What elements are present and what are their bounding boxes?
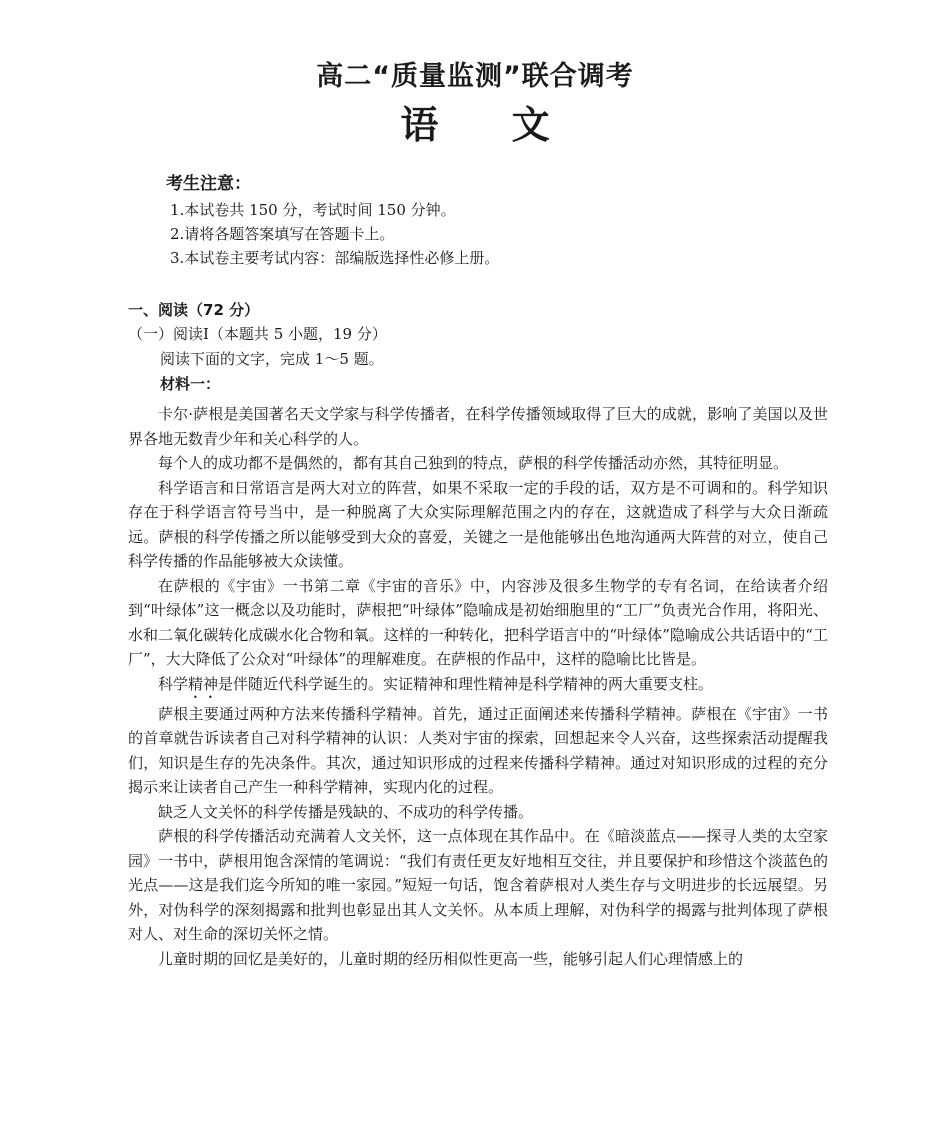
paragraph-text: 科学: [158, 674, 189, 693]
exam-title: 高二“质量监测”联合调考: [316, 61, 634, 92]
material-label: 材料一：: [160, 375, 221, 393]
paragraph: 每个人的成功都不是偶然的，都有其自己独到的特点，萨根的科学传播活动亦然，其特征明显。: [158, 454, 789, 472]
emphasized-word: 精神: [188, 674, 219, 693]
paragraph: [128, 672, 828, 702]
paragraph: 卡尔·萨根是美国著名天文学家与科学传播者，在科学传播领域取得了巨大的成就，影响了美国以及世界各地无数青少年和关心科学的人。: [128, 405, 828, 448]
reading-instruction: 阅读下面的文字，完成 1～5 题。: [160, 350, 384, 368]
paragraph: 萨根主要通过两种方法来传播科学精神。首先，通过正面阐述来传播科学精神。萨根在《宇宙》一书的首章就告诉读者自己对科学精神的认识：人类对宇宙的探索，回想起来令人兴奋，这些探索活动提醒我们，知识是生存的先决条件。其次，通过知识形成的过程来传播科学精神。通过对知识形成的过程的充分揭示来让读者自己产生一种科学精神，实现内化的过程。: [128, 704, 828, 796]
paragraph-text: 是伴随近代科学诞生的。实证精神和理性精神是科学精神的两大重要支柱。: [218, 674, 714, 693]
section-heading: 一、阅读（72 分）: [128, 301, 260, 319]
reading-passage: [128, 402, 828, 971]
notice-item: 1.本试卷共 150 分，考试时间 150 分钟。: [170, 201, 456, 219]
notice-list: [170, 198, 499, 270]
notice-item: 2.请将各题答案填写在答题卡上。: [170, 225, 395, 243]
paragraph: 儿童时期的回忆是美好的，儿童时期的经历相似性更高一些，能够引起人们心理情感上的: [158, 949, 744, 968]
notice-heading: 考生注意：: [166, 174, 251, 194]
paragraph: 缺乏人文关怀的科学传播是残缺的、不成功的科学传播。: [158, 802, 534, 821]
paragraph: 科学语言和日常语言是两大对立的阵营，如果不采取一定的手段的话，双方是不可调和的。科学知识存在于科学语言符号当中，是一种脱离了大众实际理解范围之内的存在，这就造成了科学与大众日渐疏远。萨根的科学传播之所以能够受到大众的喜爱，关键之一是他能够出色地沟通两大阵营的对立，使自己科学传播的作品能够被大众读懂。: [128, 478, 828, 570]
paragraph: 萨根的科学传播活动充满着人文关怀，这一点体现在其作品中。在《暗淡蓝点——探寻人类的太空家园》一书中，萨根用饱含深情的笔调说：“我们有责任更友好地相互交往，并且要保护和珍惜这个淡蓝色的光点——这是我们迄今所知的唯一家园。”短短一句话，饱含着萨根对人类生存与文明进步的长远展望。另外，对伪科学的深刻揭露和批判也彰显出其人文关怀。从本质上理解，对伪科学的揭露与批判体现了萨根对人、对生命的深切关怀之情。: [128, 827, 828, 943]
notice-item: 3.本试卷主要考试内容：部编版选择性必修上册。: [170, 249, 500, 267]
paragraph: 在萨根的《宇宙》一书第二章《宇宙的音乐》中，内容涉及很多生物学的专有名词，在给读者介绍到“叶绿体”这一概念以及功能时，萨根把“叶绿体”隐喻成是初始细胞里的“工厂”负责光合作用，将阳光、水和二氧化碳转化成碳水化合物和氧。这样的一种转化，把科学语言中的“叶绿体”隐喻成公共话语中的“工厂”，大大降低了公众对“叶绿体”的理解难度。在萨根的作品中，这样的隐喻比比皆是。: [128, 576, 828, 668]
subject-title: 语 文: [400, 103, 550, 147]
subsection-heading: （一）阅读Ⅰ（本题共 5 小题，19 分）: [128, 325, 387, 343]
